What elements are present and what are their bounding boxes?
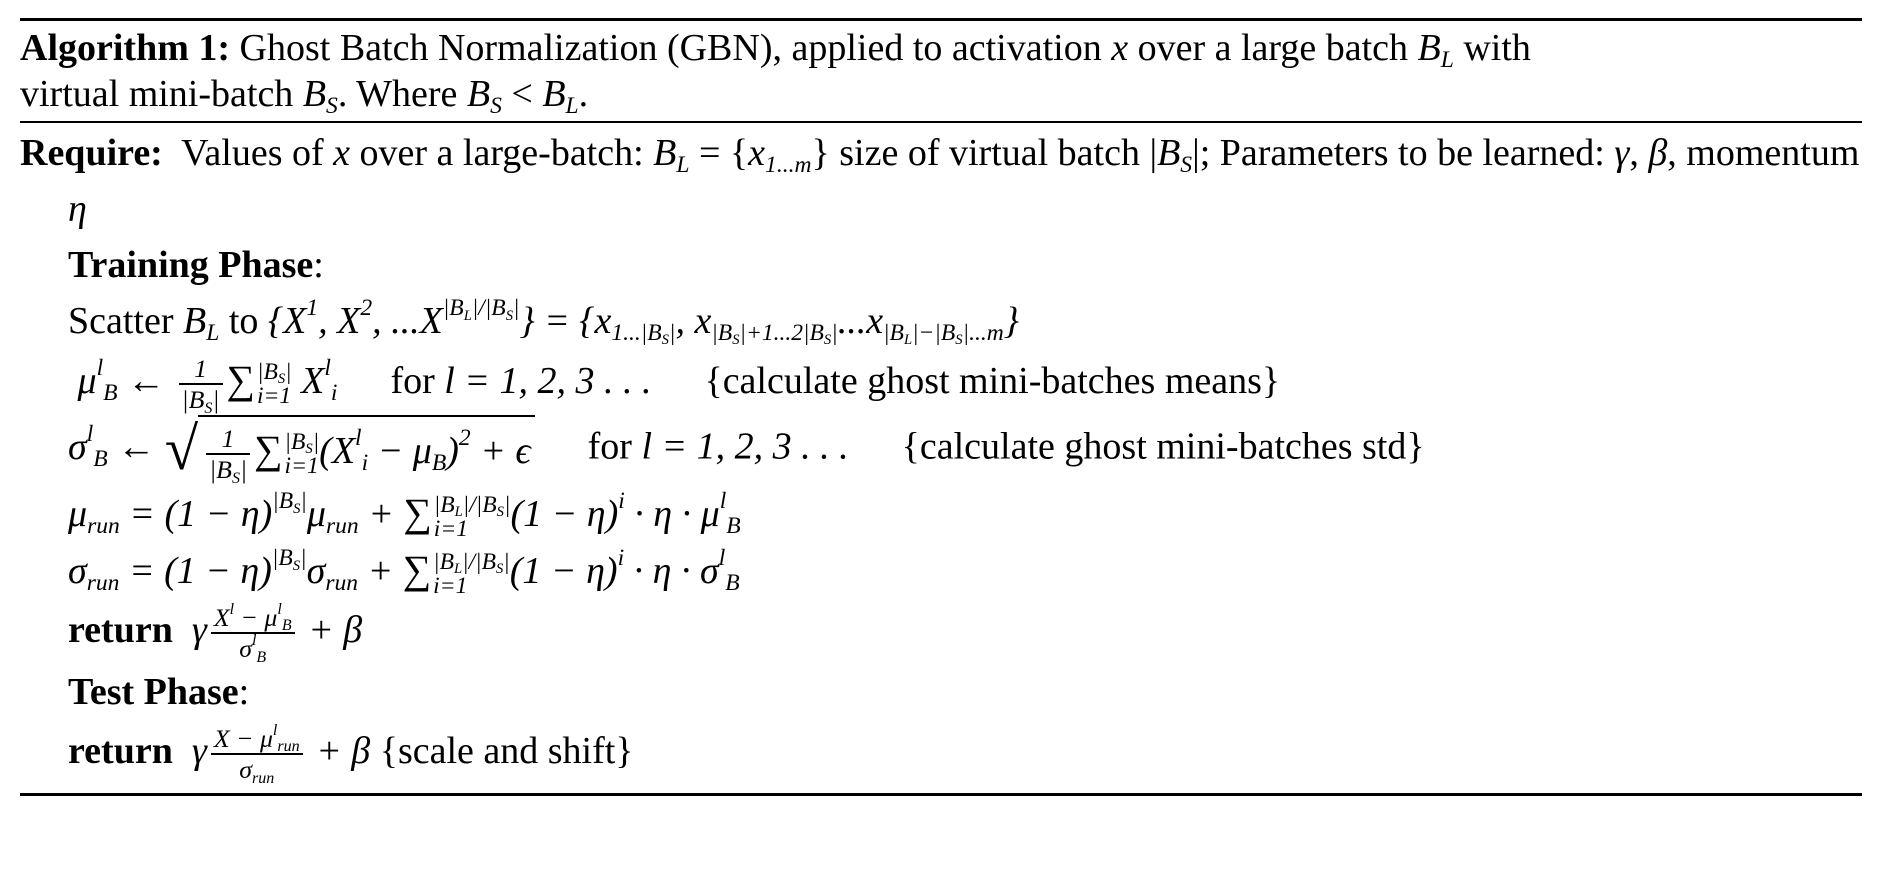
training-phase-label: Training Phase (68, 244, 314, 286)
scatter-sets: {$X^1$, $X^2$, $...X^{|B_L|/|B_S|}\} = \{x_{1...|B_S|}$, $x_{|B_S|+1...2|B_S|}...x_{|B_L|-|B_S|...m}$} (267, 295, 1019, 349)
caption-text-4: virtual mini-batch (20, 73, 294, 115)
mu-comment: {calculate ghost mini-batches means} (704, 360, 1281, 402)
caption-text-5: . Where (337, 73, 458, 115)
sigma-l-range: l = 1, 2, 3 . . . (641, 425, 849, 468)
training-phase-colon: : (313, 244, 324, 286)
scatter-line (20, 293, 1862, 349)
train-return-line (20, 599, 1862, 667)
sigma-formula: $\sigma^l_B$ ← √ $\frac{1}{|B_S|}$ ∑ $|B_S|$ i=1 $(X^l_i - \mu_B)^2 + \epsilon$ (68, 426, 535, 468)
require-text-3: size of virtual batch (839, 132, 1140, 174)
sigma-run-line (20, 542, 1862, 599)
mu-l-range: l = 1, 2, 3 . . . (444, 360, 652, 402)
caption-var-x: x (1111, 27, 1129, 69)
test-phase-line (20, 664, 1862, 720)
caption-bs-2: $B_S$ (466, 73, 502, 120)
caption-bl: $B_L$ (1417, 27, 1454, 74)
mu-run-line (20, 485, 1862, 542)
mu-update-line (20, 349, 1862, 418)
mu-fraction: $\frac{1}{|B_S|}$ (179, 354, 223, 415)
caption-text-3: with (1463, 27, 1531, 69)
sigma-run-formula: $\sigma_{run} = (1 - \eta)^{|B_S|}\sigma_{run}$ + ∑ $|B_L|/|B_S|$ i=1 $(1 - \eta)^i \cdot \eta \cdot \sigma^l_B$ (68, 545, 740, 600)
mu-run-formula: $\mu_{run} = (1 - \eta)^{|B_S|}\mu_{run}$ + ∑ $|B_L|/|B_S|$ i=1 $(1 - \eta)^i \cdot \eta \cdot \mu^l_B$ (68, 488, 741, 543)
require-label: Require: (20, 132, 163, 174)
require-var-x: x (333, 132, 351, 174)
param-gamma: γ (1614, 132, 1630, 174)
require-x-range: $x_{1...m}$ (748, 132, 812, 179)
train-return-keyword: return (68, 609, 173, 652)
scatter-to: to (228, 300, 259, 342)
algorithm-block (20, 18, 1862, 796)
require-line: Require: Values of x over a large-batch: $B_L = \{x_{1...m}\}$ size of virtual batch $|B_S|$; Parameters to be learned: γ, β, momentum η (20, 132, 1860, 230)
caption-text-1: Ghost Batch Normalization (GBN), applied to activation (239, 27, 1102, 69)
test-return-formula: γ $\frac{X - \mu^l_{run}}{\sigma_{run}}$ + β (191, 721, 371, 788)
caption-bl-2: $B_L$ (542, 73, 579, 120)
algorithm-body (20, 123, 1862, 793)
require-text-2: over a large-batch: (359, 132, 644, 174)
require-bs-size: $B_S$ (1157, 132, 1193, 179)
scatter-bl: $B_L$ (183, 300, 220, 347)
param-beta: β (1648, 132, 1668, 174)
final-comment: {scale and shift} (379, 730, 634, 773)
require-text-1: Values of (181, 132, 324, 174)
algorithm-caption (20, 21, 1862, 121)
caption-lt: < (511, 73, 533, 115)
require-text-4: ; Parameters to be learned: (1199, 132, 1605, 174)
train-return-formula: γ $\frac{X^l - \mu^l_B}{\sigma^l_B}$ + β (191, 600, 363, 667)
test-phase-colon: : (238, 671, 250, 714)
mu-for: for (390, 360, 435, 402)
scatter-label: Scatter (68, 300, 174, 342)
test-phase-label: Test Phase (68, 671, 239, 714)
training-phase-line (20, 237, 1862, 293)
sigma-fraction: $\frac{1}{|B_S|}$ (206, 424, 250, 485)
test-return-keyword: return (68, 730, 173, 773)
test-return-line (20, 720, 1862, 788)
caption-text-2: over a large batch (1137, 27, 1409, 69)
caption-bs: $B_S$ (302, 73, 338, 120)
algorithm-label: Algorithm 1: (20, 27, 231, 69)
mu-formula: $\mu^l_B$ ← $\frac{1}{|B_S|}$ ∑ $|B_S|$ i=1 $X^l_i$ (68, 353, 338, 418)
sigma-update-line (20, 415, 1862, 488)
require-text-5: momentum (1686, 132, 1860, 174)
bottom-rule (20, 793, 1862, 796)
caption-period: . (578, 73, 589, 115)
require-bl-set: $B_L$ (653, 132, 690, 179)
sigma-for: for (587, 425, 632, 468)
sigma-comment: {calculate ghost mini-batches std} (901, 425, 1425, 468)
param-eta: η (68, 188, 87, 230)
